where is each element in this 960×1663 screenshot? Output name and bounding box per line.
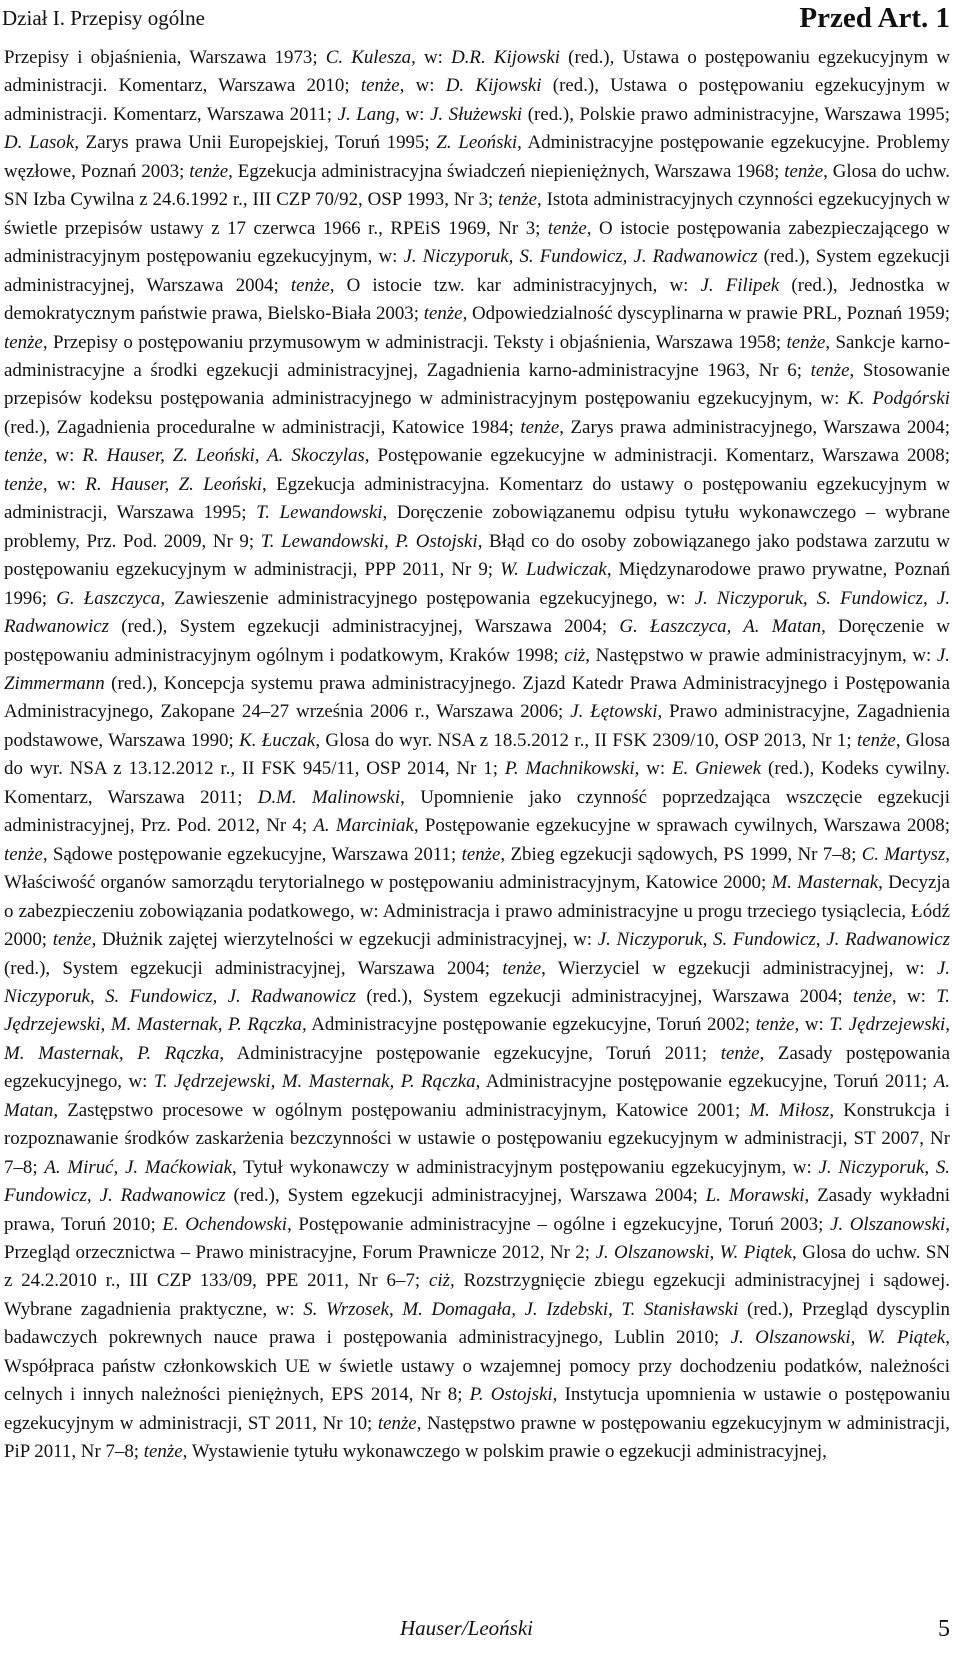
citation-text: , Administracyjne postępowanie egzekucyjne. Problemy węzłowe, Poznań 2003; bbox=[4, 132, 951, 182]
author-name: D.R. Kijowski bbox=[451, 47, 560, 68]
author-name: tenże bbox=[4, 473, 43, 495]
section-title: Dział I. Przepisy ogólne bbox=[2, 6, 205, 30]
citation-text: , Postępowanie egzekucyjne w administracji. Komentarz, Warszawa 2008; bbox=[364, 445, 950, 467]
author-name: K. Podgórski bbox=[847, 388, 950, 410]
author-name: J. Niczyporuk, S. Fundowicz, J. Radwanowicz bbox=[597, 929, 950, 951]
author-name: J. Lang bbox=[337, 103, 396, 125]
author-name: J. Olszanowski bbox=[829, 1213, 946, 1235]
citation-text: (red.), Ustawa o postępowaniu egzekucyjnym w administracji. Komentarz, Warszawa 2010; bbox=[4, 47, 951, 97]
citation-text: , Zbieg egzekucji sądowych, PS 1999, Nr 7–8; bbox=[500, 843, 862, 865]
author-name: tenże bbox=[720, 1042, 760, 1064]
citation-text: (red.), Ustawa o postępowaniu egzekucyjnym w administracji. Komentarz, Warszawa 2011; bbox=[4, 75, 951, 125]
citation-text: , Zarys prawa Unii Europejskiej, Toruń 1995; bbox=[74, 132, 437, 154]
citation-text: , w: bbox=[395, 103, 430, 125]
citation-text: , Zasady postępowania egzekucyjnego, w: bbox=[4, 1042, 950, 1093]
author-name: C. Martysz bbox=[861, 843, 946, 865]
citation-text: , w: bbox=[411, 47, 452, 68]
author-name: S. Wrzosek, M. Domagała, J. Izdebski, T. Stanisławski bbox=[303, 1298, 739, 1320]
author-name: T. Jędrzejewski, M. Masternak, P. Rączka bbox=[153, 1071, 476, 1093]
citation-text: , Tytuł wykonawczy w administracyjnym postępowaniu egzekucyjnym, w: bbox=[231, 1156, 819, 1178]
footer-author: Hauser/Leoński bbox=[400, 1616, 533, 1640]
author-name: J. Filipek bbox=[700, 274, 780, 296]
author-name: tenże bbox=[377, 1412, 417, 1434]
running-header bbox=[2, 0, 950, 40]
author-name: D. Kijowski bbox=[445, 75, 542, 97]
author-name: W. Ludwiczak bbox=[500, 559, 607, 581]
citation-text: Przepisy i objaśnienia, Warszawa 1973; bbox=[4, 47, 326, 68]
author-name: D. Lasok bbox=[4, 132, 75, 154]
author-name: tenże bbox=[857, 729, 896, 751]
citation-text: , Konstrukcja i rozpoznawanie środków zaskarżenia bezczynności w ustawie o postępowaniu egzekucyjnym w administracji, ST 2007, Nr 7–8; bbox=[4, 1099, 950, 1178]
author-name: J. Niczyporuk, S. Fundowicz, J. Radwanowicz bbox=[4, 957, 950, 1007]
author-name: tenże bbox=[784, 160, 824, 182]
citation-text: , Sankcje karno-administracyjne a środki egzekucji administracyjnej, Zagadnienia karno-administracyjne 1963, Nr 6; bbox=[4, 331, 950, 381]
author-name: A. Matan bbox=[4, 1071, 951, 1121]
citation-text: , w: bbox=[891, 985, 937, 1007]
citation-text: , Międzynarodowe prawo prywatne, Poznań 1996; bbox=[4, 559, 950, 609]
author-name: tenże bbox=[423, 303, 463, 325]
author-name: tenże bbox=[4, 331, 43, 353]
author-name: tenże bbox=[810, 359, 850, 381]
author-name: P. Ostojski bbox=[469, 1384, 553, 1406]
author-name: L. Morawski bbox=[705, 1185, 805, 1207]
author-name: G. Łaszczyca bbox=[56, 587, 161, 609]
citation-text: , Decyzja o zabezpieczeniu zobowiązania podatkowego, w: Administracja i prawo administracyjne u progu trzeciego tysiąclecia, Łódź 2000; bbox=[4, 872, 950, 951]
citation-text: , O istocie tzw. kar administracyjnych, w: bbox=[329, 274, 701, 296]
citation-text: , Wystawienie tytułu wykonawczego w polskim prawie o egzekucji administracyjnej, bbox=[182, 1441, 827, 1463]
author-name: tenże bbox=[498, 189, 537, 211]
citation-text: (red.), Polskie prawo administracyjne, Warszawa 1995; bbox=[522, 103, 950, 125]
citation-text: , w: bbox=[634, 758, 672, 780]
author-name: J. Łętowski bbox=[570, 701, 658, 723]
citation-text: , w: bbox=[794, 1014, 830, 1036]
author-name: Z. Leoński bbox=[436, 132, 518, 154]
author-name: A. Marciniak bbox=[313, 815, 414, 837]
citation-text: , Glosa do wyr. NSA z 18.5.2012 r., II FSK 2309/10, OSP 2013, Nr 1; bbox=[315, 729, 857, 751]
author-name: tenże bbox=[502, 957, 542, 979]
citation-text: , Stosowanie przepisów kodeksu postępowania administracyjnego w administracyjnym postępowaniu egzekucyjnym, w: bbox=[4, 359, 950, 410]
author-name: tenże bbox=[290, 274, 330, 296]
citation-text: , Wierzyciel w egzekucji administracyjnej, w: bbox=[541, 957, 937, 979]
citation-text: , Glosa do uchw. SN z 24.2.2010 r., III CZP 133/09, PPE 2011, Nr 6–7; bbox=[4, 1242, 950, 1292]
citation-text: , Upomnienie jako czynność poprzedzająca wszczęcie egzekucji administracyjnej, Prz. Pod. 2012, Nr 4; bbox=[4, 786, 951, 837]
citation-text: , Instytucja upomnienia w ustawie o postępowaniu egzekucyjnym w administracji, ST 2011, Nr 10; bbox=[4, 1384, 951, 1434]
citation-text: , Doręczenie zobowiązanemu odpisu tytułu wykonawczego – wybrane problemy, Prz. Pod. 2009, Nr 9; bbox=[4, 502, 951, 552]
citation-text: , Zarys prawa administracyjnego, Warszawa 2004; bbox=[559, 416, 950, 438]
citation-text: , Doręczenie w postępowaniu administracyjnym ogólnym i podatkowym, Kraków 1998; bbox=[4, 616, 950, 666]
author-name: tenże bbox=[360, 75, 400, 97]
author-name: J. Niczyporuk, S. Fundowicz, J. Radwanowicz bbox=[4, 587, 950, 638]
citation-text: , Glosa do wyr. NSA z 13.12.2012 r., II FSK 945/11, OSP 2014, Nr 1; bbox=[4, 729, 950, 780]
author-name: tenże bbox=[547, 217, 587, 239]
citation-text: , Następstwo prawne w postępowaniu egzekucyjnym w administracji, PiP 2011, Nr 7–8; bbox=[4, 1412, 950, 1463]
citation-text: , Prawo administracyjne, Zagadnienia podstawowe, Warszawa 1990; bbox=[4, 701, 951, 751]
citation-text: , Odpowiedzialność dyscyplinarna w prawie PRL, Poznań 1959; bbox=[462, 303, 951, 325]
citation-text: , Administracyjne postępowanie egzekucyjne, Toruń 2011; bbox=[219, 1042, 721, 1064]
author-name: tenże bbox=[189, 160, 229, 182]
author-name: ciż bbox=[429, 1270, 450, 1292]
citation-text: , O istocie postępowania zabezpieczającego w administracyjnym postępowaniu egzekucyjnym, w: bbox=[4, 217, 950, 268]
author-name: T. Lewandowski bbox=[256, 502, 383, 524]
author-name: tenże bbox=[786, 331, 826, 353]
page-number: 5 bbox=[938, 1616, 950, 1642]
author-name: tenże bbox=[52, 929, 92, 951]
author-name: E. Ochendowski bbox=[162, 1213, 288, 1235]
citation-text: , w: bbox=[42, 445, 83, 467]
citation-text: , Glosa do uchw. SN Izba Cywilna z 24.6.1992 r., III CZP 70/92, OSP 1993, Nr 3; bbox=[4, 160, 950, 211]
author-name: J. Olszanowski, W. Piątek bbox=[595, 1242, 793, 1264]
bibliography-paragraph bbox=[4, 44, 950, 1467]
author-name: tenże bbox=[461, 843, 501, 865]
citation-text: , w: bbox=[42, 473, 86, 495]
author-name: J. Olszanowski, W. Piątek bbox=[730, 1327, 946, 1349]
author-name: tenże bbox=[755, 1014, 795, 1036]
citation-text: , Następstwo w prawie administracyjnym, w: bbox=[585, 644, 937, 666]
author-name: M. Masternak bbox=[771, 872, 879, 894]
author-name: J. Niczyporuk, S. Fundowicz, J. Radwanowicz bbox=[4, 1156, 951, 1207]
citation-text: , Przepisy o postępowaniu przymusowym w administracji. Teksty i objaśnienia, Warszawa 1958; bbox=[42, 331, 787, 353]
citation-text: (red.), Jednostka w demokratycznym państwie prawa, Bielsko-Biała 2003; bbox=[4, 274, 951, 325]
citation-text: (red.), System egzekucji administracyjnej, Warszawa 2004; bbox=[108, 616, 620, 638]
citation-text: , Błąd co do osoby zobowiązanego jako podstawa zarzutu w postępowaniu egzekucyjnym w administracji, PPP 2011, Nr 9; bbox=[4, 530, 950, 581]
author-name: R. Hauser, Z. Leoński bbox=[85, 473, 263, 495]
author-name: T. Jędrzejewski, M. Masternak, P. Rączka bbox=[4, 1014, 950, 1064]
citation-text: , Egzekucja administracyjna. Komentarz do ustawy o postępowaniu egzekucyjnym w administracji, Warszawa 1995; bbox=[4, 473, 950, 524]
author-name: tenże bbox=[853, 985, 892, 1007]
author-name: E. Gniewek bbox=[671, 758, 762, 780]
citation-text: (red.), System egzekucji administracyjnej, Warszawa 2004; bbox=[4, 246, 950, 296]
author-name: G. Łaszczyca, A. Matan bbox=[619, 616, 822, 638]
citation-text: , Współpraca państw członkowskich UE w świetle ustawy o wzajemnej pomocy przy dochodzeniu podatków, należności celnych i innych należności pieniężnych, EPS 2014, Nr 8; bbox=[4, 1327, 950, 1406]
citation-text: , Istota administracyjnych czynności egzekucyjnych w świetle przepisów ustawy z 17 czerwca 1966 r., RPEiS 1969, Nr 3; bbox=[4, 189, 951, 239]
author-name: tenże bbox=[520, 416, 560, 438]
author-name: M. Miłosz bbox=[749, 1099, 830, 1121]
citation-text: , Właściwość organów samorządu terytorialnego w postępowaniu administracyjnym, Katowice 2000; bbox=[4, 843, 950, 894]
author-name: J. Zimmermann bbox=[4, 644, 950, 694]
citation-text: , Rozstrzygnięcie zbiegu egzekucji administracyjnej i sądowej. Wybrane zagadnienia praktyczne, w: bbox=[4, 1270, 950, 1320]
citation-text: (red.), Kodeks cywilny. Komentarz, Warszawa 2011; bbox=[4, 758, 950, 808]
citation-text: , Zawieszenie administracyjnego postępowania egzekucyjnego, w: bbox=[160, 587, 695, 609]
author-name: ciż bbox=[564, 644, 586, 666]
citation-text: , Dłużnik zajętej wierzytelności w egzekucji administracyjnej, w: bbox=[91, 929, 598, 951]
citation-text: (red.), System egzekucji administracyjnej, Warszawa 2004; bbox=[4, 957, 503, 979]
citation-text: , Administracyjne postępowanie egzekucyjne, Toruń 2011; bbox=[475, 1071, 934, 1093]
citation-text: (red.), Koncepcja systemu prawa administracyjnego. Zjazd Katedr Prawa Administracyjnego i Postępowania Administracyjnego, Zakopane 24–27 września 2006 r., Warszawa 2006; bbox=[4, 672, 950, 723]
citation-text: , Postępowanie administracyjne – ogólne i egzekucyjne, Toruń 2003; bbox=[287, 1213, 830, 1235]
author-name: K. Łuczak bbox=[239, 729, 316, 751]
citation-text: , Przegląd orzecznictwa – Prawo ministracyjne, Forum Prawnicze 2012, Nr 2; bbox=[4, 1213, 950, 1264]
citation-text: , w: bbox=[399, 75, 446, 97]
author-name: C. Kulesza bbox=[325, 47, 412, 68]
citation-text: , Zastępstwo procesowe w ogólnym postępowaniu administracyjnym, Katowice 2001; bbox=[53, 1099, 750, 1121]
author-name: tenże bbox=[4, 445, 43, 467]
author-name: A. Miruć, J. Maćkowiak bbox=[44, 1156, 232, 1178]
author-name: tenże bbox=[4, 843, 43, 865]
article-reference: Przed Art. 1 bbox=[799, 2, 950, 34]
citation-text: (red.), Zagadnienia proceduralne w administracji, Katowice 1984; bbox=[4, 416, 521, 438]
citation-text: (red.), System egzekucji administracyjnej, Warszawa 2004; bbox=[225, 1185, 706, 1207]
citation-text: , Sądowe postępowanie egzekucyjne, Warszawa 2011; bbox=[42, 843, 462, 865]
citation-text: , Administracyjne postępowanie egzekucyjne, Toruń 2002; bbox=[301, 1014, 756, 1036]
citation-text: , Egzekucja administracyjna świadczeń niepieniężnych, Warszawa 1968; bbox=[228, 160, 785, 182]
author-name: T. Lewandowski, P. Ostojski bbox=[260, 530, 478, 552]
citation-text: (red.), System egzekucji administracyjnej, Warszawa 2004; bbox=[356, 985, 854, 1007]
author-name: J. Niczyporuk, S. Fundowicz, J. Radwanowicz bbox=[403, 246, 758, 268]
author-name: T. Jędrzejewski, M. Masternak, P. Rączka bbox=[4, 985, 951, 1036]
citation-text: , Zasady wykładni prawa, Toruń 2010; bbox=[4, 1185, 951, 1235]
citation-text: , Postępowanie egzekucyjne w sprawach cywilnych, Warszawa 2008; bbox=[413, 815, 950, 837]
running-footer bbox=[0, 1616, 950, 1650]
author-name: J. Służewski bbox=[429, 103, 523, 125]
author-name: P. Machnikowski bbox=[504, 758, 635, 780]
author-name: D.M. Malinowski bbox=[257, 786, 401, 808]
citation-text: (red.), Przegląd dyscyplin badawczych pokrewnych nauce prawa i postępowania administracyjnego, Lublin 2010; bbox=[4, 1298, 951, 1349]
author-name: R. Hauser, Z. Leoński, A. Skoczylas bbox=[82, 445, 365, 467]
author-name: tenże bbox=[143, 1441, 183, 1463]
